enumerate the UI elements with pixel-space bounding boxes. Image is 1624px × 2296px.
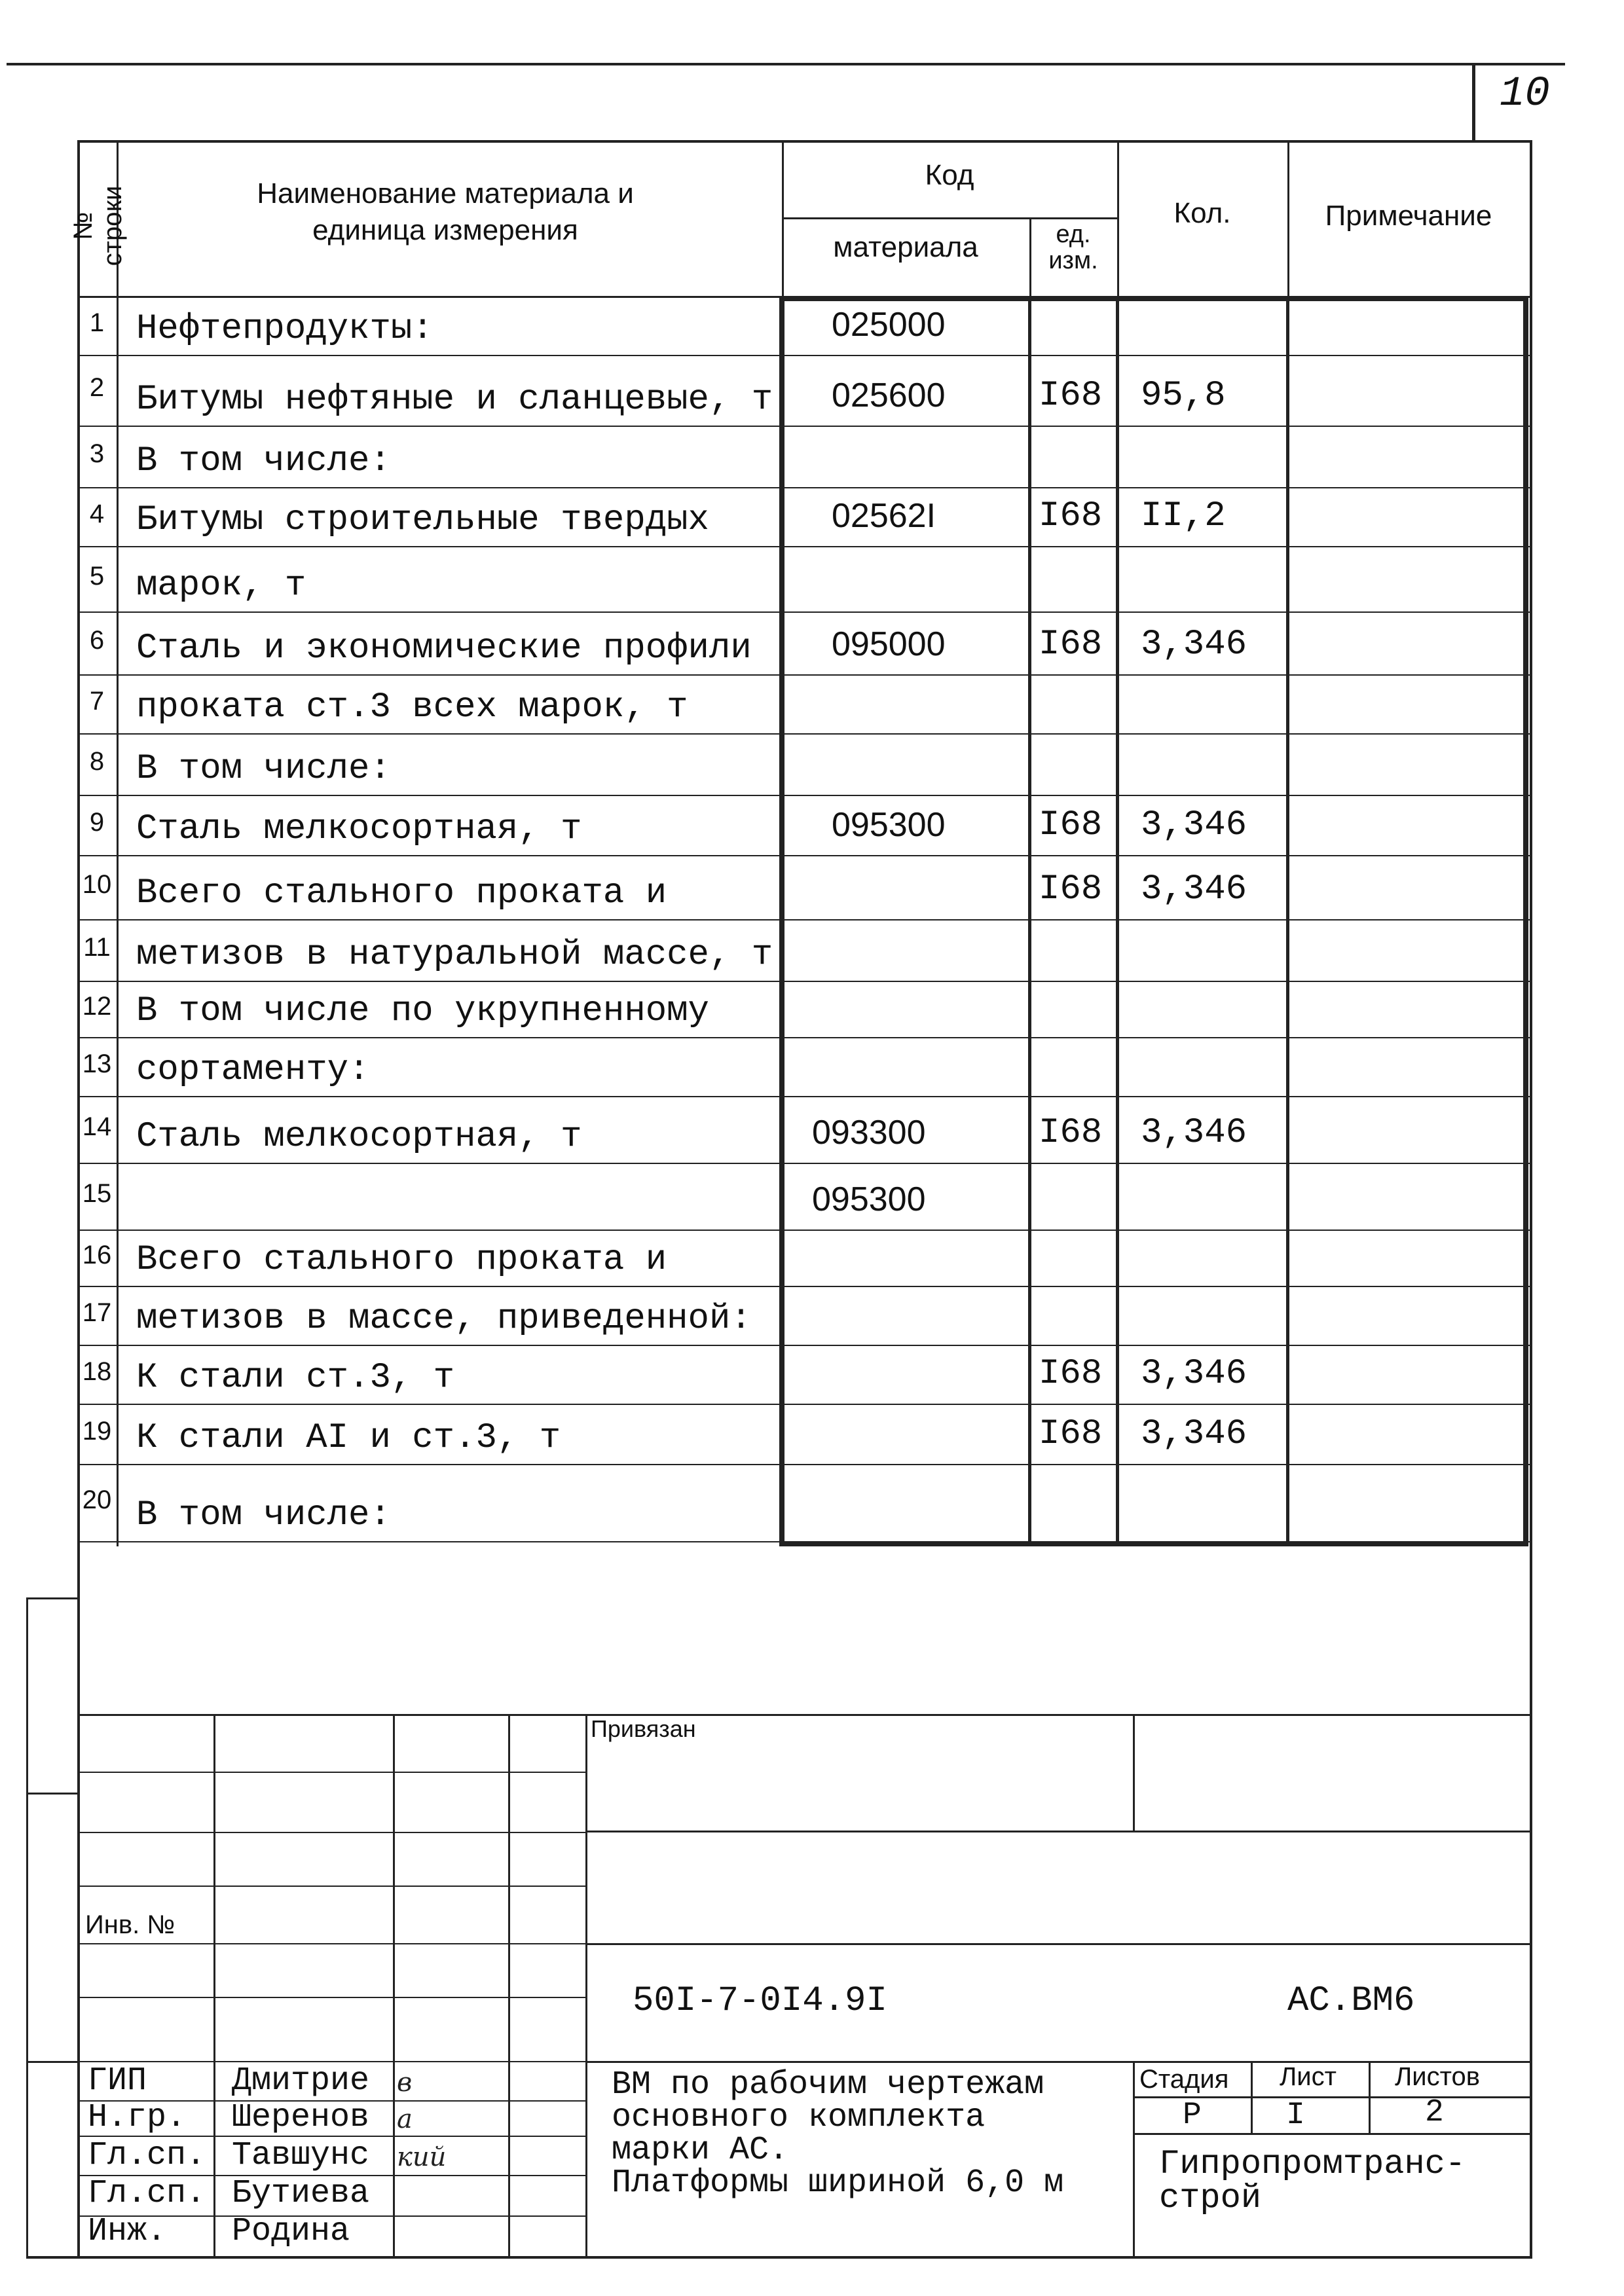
doc-mark: АС.ВМ6 — [1287, 1981, 1415, 2021]
tb-row-line — [77, 1997, 585, 1998]
row-divider — [77, 855, 1532, 856]
data-col-unit — [1028, 296, 1031, 1546]
header-code: Код — [925, 159, 974, 191]
row-divider — [77, 1096, 1532, 1097]
top-border — [7, 63, 1565, 65]
row-unit: I68 — [1039, 376, 1103, 416]
binding-strip — [26, 1597, 28, 2256]
row-name: метизов в массе, приведенной: — [136, 1299, 752, 1339]
signer-role: Гл.сп. — [88, 2137, 206, 2174]
row-number: 15 — [82, 1179, 112, 1208]
row-number: 6 — [89, 626, 105, 655]
row-number: 19 — [82, 1417, 112, 1446]
tb-stage-bottom — [1133, 2133, 1532, 2135]
row-material-code: 095300 — [812, 1180, 926, 1218]
org-name-line-2: строй — [1159, 2179, 1262, 2217]
signer-role: Инж. — [88, 2213, 167, 2250]
row-unit: I68 — [1039, 869, 1103, 909]
frame-bottom — [26, 2256, 1532, 2259]
row-number: 9 — [89, 808, 105, 837]
tb-col-4 — [585, 1714, 587, 2256]
title-block-top — [77, 1714, 1532, 1716]
row-material-code: 095000 — [832, 625, 946, 663]
row-material-code: 093300 — [812, 1114, 926, 1152]
signer-name: Родина — [232, 2213, 350, 2250]
row-name: В том числе: — [136, 1495, 391, 1535]
row-divider — [77, 919, 1532, 920]
row-number: 17 — [82, 1298, 112, 1327]
row-material-code: 025000 — [832, 306, 946, 344]
row-unit: I68 — [1039, 1354, 1103, 1394]
sheet-value: I — [1286, 2098, 1305, 2133]
doc-code: 50I-7-0I4.9I — [633, 1981, 887, 2021]
row-divider — [77, 426, 1532, 427]
tb-doc-top — [585, 1943, 1532, 1945]
row-number: 2 — [89, 373, 105, 402]
row-quantity: 3,346 — [1141, 1414, 1247, 1454]
row-unit: I68 — [1039, 805, 1103, 845]
signer-role: ГИП — [88, 2062, 147, 2100]
signer-name: Тавшунс — [232, 2137, 370, 2174]
row-quantity: 3,346 — [1141, 869, 1247, 909]
row-number: 5 — [89, 562, 105, 591]
row-divider — [77, 1037, 1532, 1038]
frame-right — [1530, 140, 1532, 2256]
inv-no-label: Инв. № — [85, 1910, 175, 1939]
tb-privyazan-bottom — [585, 1831, 1532, 1832]
row-number: 16 — [82, 1241, 112, 1269]
data-frame-top — [779, 296, 1528, 301]
row-name: марок, т — [136, 566, 306, 606]
table-top — [77, 140, 1532, 143]
row-divider — [77, 1541, 1532, 1542]
sheets-label: Листов — [1395, 2062, 1480, 2091]
row-name: К стали АI и ст.3, т — [136, 1418, 561, 1458]
signature: в — [397, 2068, 413, 2098]
row-name: проката ст.3 всех марок, т — [136, 687, 688, 727]
row-name: Сталь мелкосортная, т — [136, 809, 582, 849]
row-name: Битумы строительные твердых — [136, 500, 709, 540]
sheet-number: 10 — [1500, 71, 1550, 118]
row-quantity: 3,346 — [1141, 1354, 1247, 1394]
row-name: К стали ст.3, т — [136, 1358, 455, 1398]
row-name: Всего стального проката и — [136, 873, 667, 913]
doc-title-line-3: марки АС. — [612, 2132, 789, 2169]
row-number: 12 — [82, 992, 112, 1021]
row-divider — [77, 1404, 1532, 1405]
row-unit: I68 — [1039, 1414, 1103, 1454]
tb-row-line — [77, 1943, 585, 1944]
row-name: метизов в натуральной массе, т — [136, 935, 773, 975]
row-divider — [77, 487, 1532, 488]
doc-title-line-2: основного комплекта — [612, 2099, 986, 2136]
row-name: Всего стального проката и — [136, 1240, 667, 1280]
row-number: 1 — [89, 308, 105, 337]
tb-row-line — [77, 1772, 585, 1773]
row-material-code: 02562I — [832, 497, 936, 535]
data-frame-left — [779, 296, 784, 1546]
row-divider — [77, 674, 1532, 676]
row-divider — [77, 1345, 1532, 1346]
row-unit: I68 — [1039, 496, 1103, 536]
stage-value: Р — [1183, 2098, 1202, 2133]
signer-name: Дмитрие — [232, 2062, 370, 2100]
row-number: 7 — [89, 687, 105, 716]
tb-privyazan-right — [1133, 1714, 1135, 1832]
row-divider — [77, 1163, 1532, 1164]
row-divider — [77, 355, 1532, 356]
header-qty: Кол. — [1173, 197, 1231, 229]
row-material-code: 025600 — [832, 376, 946, 414]
row-name: Нефтепродукты: — [136, 309, 434, 349]
header-unit: ед. изм. — [1048, 221, 1098, 274]
tb-info-top — [585, 2061, 1532, 2063]
row-number: 3 — [89, 439, 105, 468]
header-name: Наименование материала и единица измерения — [257, 177, 634, 246]
sheets-value: 2 — [1425, 2095, 1444, 2130]
row-divider — [77, 546, 1532, 547]
row-quantity: 3,346 — [1141, 1113, 1247, 1153]
row-number: 13 — [82, 1049, 112, 1078]
signer-name: Бутиева — [232, 2175, 370, 2212]
doc-title — [612, 2066, 1064, 2202]
privyazan-label: Привязан — [591, 1715, 696, 1742]
row-number: 20 — [82, 1485, 112, 1514]
row-name: Сталь мелкосортная, т — [136, 1117, 582, 1157]
row-number: 8 — [89, 747, 105, 776]
signature: а — [397, 2104, 413, 2134]
row-divider — [77, 795, 1532, 796]
row-unit: I68 — [1039, 625, 1103, 665]
row-divider — [77, 733, 1532, 735]
row-divider — [77, 1464, 1532, 1465]
header-note: Примечание — [1325, 200, 1492, 232]
row-name: сортаменту: — [136, 1050, 370, 1090]
row-name: Битумы нефтяные и сланцевые, т — [136, 380, 773, 420]
binding-mark-3 — [26, 2061, 79, 2063]
org-name — [1159, 2147, 1466, 2215]
sheet-label: Лист — [1280, 2062, 1337, 2091]
code-subheader-line — [782, 217, 1117, 219]
tb-row-line — [77, 1886, 585, 1887]
tb-row-line — [77, 1832, 585, 1833]
signature: кий — [397, 2142, 447, 2172]
row-quantity: 3,346 — [1141, 805, 1247, 845]
row-divider — [77, 1286, 1532, 1287]
row-name: Сталь и экономические профили — [136, 629, 752, 668]
row-divider — [77, 981, 1532, 982]
signer-role: Гл.сп. — [88, 2175, 206, 2212]
signer-role: Н.гр. — [88, 2099, 187, 2136]
data-frame-right — [1523, 296, 1528, 1546]
row-name: В том числе: — [136, 441, 391, 481]
doc-title-line-4: Платформы шириной 6,0 м — [612, 2164, 1064, 2202]
row-name: В том числе по укрупненному — [136, 991, 709, 1031]
row-quantity: II,2 — [1141, 496, 1226, 536]
row-name: В том числе: — [136, 749, 391, 789]
signer-name: Шеренов — [232, 2099, 370, 2136]
row-number: 10 — [82, 870, 112, 899]
row-quantity: 95,8 — [1141, 376, 1226, 416]
row-number: 14 — [82, 1112, 112, 1141]
row-number: 4 — [89, 500, 105, 528]
sheet-number-box-left — [1472, 63, 1475, 141]
data-col-qty — [1116, 296, 1119, 1546]
row-material-code: 095300 — [832, 806, 946, 844]
row-unit: I68 — [1039, 1113, 1103, 1153]
row-quantity: 3,346 — [1141, 625, 1247, 665]
header-material: материала — [833, 231, 978, 263]
org-name-line-1: Гипропромтранс- — [1159, 2145, 1466, 2183]
col-unit-divider — [1029, 217, 1031, 297]
doc-title-line-1: ВМ по рабочим чертежам — [612, 2066, 1044, 2104]
col-rownum-divider — [117, 140, 119, 1546]
stage-label: Стадия — [1139, 2065, 1229, 2094]
row-divider — [77, 611, 1532, 613]
binding-mark-1 — [26, 1597, 79, 1599]
binding-mark-2 — [26, 1793, 79, 1795]
row-number: 18 — [82, 1357, 112, 1386]
header-row-no: № строки — [69, 185, 127, 266]
tb-stage-left — [1133, 2061, 1135, 2256]
row-divider — [77, 1230, 1532, 1231]
row-number: 11 — [83, 933, 111, 962]
data-col-note — [1286, 296, 1289, 1546]
